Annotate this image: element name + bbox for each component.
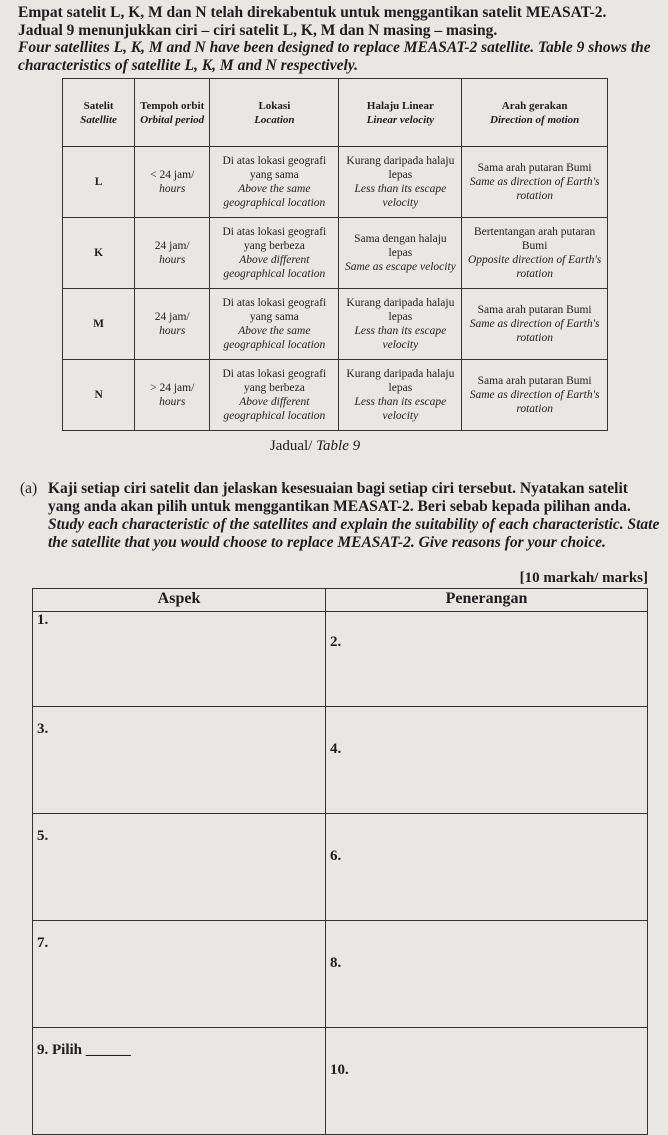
- location-cell: [210, 218, 339, 289]
- intro-line-ms-2: Jadual 9 menunjukkan ciri – ciri satelit L, K, M dan N masing – masing.: [18, 21, 498, 39]
- direction-cell: [462, 147, 608, 218]
- period-en: hours: [159, 396, 186, 408]
- intro-line-en: Four satellites L, K, M and N have been designed to replace MEASAT-2 satellite. Table 9 shows the characteristics of satellite L, K, M and N respectively.: [18, 39, 651, 74]
- answer-row: [33, 707, 648, 814]
- period-ms: > 24 jam/: [150, 382, 195, 394]
- question-text-en: Study each characteristic of the satellites and explain the suitability of each characteristic. State the satellite that you would choose to replace MEASAT-2. Give reasons for your choice.: [48, 516, 660, 551]
- direction-en: Same as direction of Earth's rotation: [469, 176, 600, 202]
- answer-cell-aspek[interactable]: [33, 1028, 326, 1135]
- direction-cell: [462, 360, 608, 431]
- penerangan-label: 10.: [330, 1062, 349, 1078]
- velocity-ms: Sama dengan halaju lepas: [354, 233, 447, 259]
- period-ms: < 24 jam/: [150, 169, 195, 181]
- location-en: Above the same geographical location: [223, 183, 326, 209]
- aspek-label: 3.: [37, 721, 49, 737]
- answer-table: [32, 588, 648, 1135]
- aspek-label: 1.: [37, 612, 49, 628]
- table9-header: [135, 79, 210, 147]
- direction-ms: Sama arah putaran Bumi: [477, 162, 592, 174]
- location-en: Above the same geographical location: [223, 325, 326, 351]
- table9-header: [339, 79, 462, 147]
- direction-ms: Sama arah putaran Bumi: [477, 304, 592, 316]
- period-cell: [135, 147, 210, 218]
- satellite-cell: M: [63, 289, 135, 360]
- velocity-ms: Kurang daripada halaju lepas: [346, 368, 455, 394]
- table9-header: [210, 79, 339, 147]
- velocity-cell: [339, 360, 462, 431]
- velocity-cell: [339, 218, 462, 289]
- direction-en: Opposite direction of Earth's rotation: [467, 254, 602, 280]
- location-cell: [210, 289, 339, 360]
- answer-cell-aspek[interactable]: [33, 612, 326, 707]
- location-cell: [210, 360, 339, 431]
- header-en: Satellite: [80, 113, 117, 126]
- direction-ms: Bertentangan arah putaran Bumi: [473, 226, 596, 252]
- period-ms: 24 jam/: [154, 240, 190, 252]
- aspek-label: 7.: [37, 935, 49, 951]
- table9-header: [63, 79, 135, 147]
- period-cell: [135, 360, 210, 431]
- direction-ms: Sama arah putaran Bumi: [477, 375, 592, 387]
- header-en: Orbital period: [140, 113, 205, 126]
- period-cell: [135, 218, 210, 289]
- header-ms: Lokasi: [258, 99, 291, 112]
- answer-cell-penerangan[interactable]: [326, 814, 648, 921]
- location-ms: Di atas lokasi geografi yang berbeza: [222, 368, 327, 394]
- header-ms: Arah gerakan: [501, 99, 568, 112]
- direction-cell: [462, 218, 608, 289]
- location-en: Above different geographical location: [223, 396, 326, 422]
- period-cell: [135, 289, 210, 360]
- table9-row: [63, 218, 608, 289]
- velocity-cell: [339, 147, 462, 218]
- header-en: Linear velocity: [366, 113, 435, 126]
- velocity-ms: Kurang daripada halaju lepas: [346, 297, 455, 323]
- location-ms: Di atas lokasi geografi yang sama: [222, 155, 327, 181]
- period-en: hours: [159, 183, 186, 195]
- penerangan-label: 2.: [330, 634, 342, 650]
- answer-header-penerangan: Penerangan: [326, 589, 648, 612]
- aspek-label: 9. Pilih ______: [37, 1042, 131, 1058]
- intro-line-ms-1: Empat satelit L, K, M dan N telah direkabentuk untuk menggantikan satelit MEASAT-2.: [18, 4, 607, 21]
- direction-cell: [462, 289, 608, 360]
- header-ms: Tempoh orbit: [140, 99, 205, 112]
- header-ms: Satelit: [83, 99, 114, 112]
- answer-row: [33, 921, 648, 1028]
- satellite-cell: K: [63, 218, 135, 289]
- answer-row: [33, 1028, 648, 1135]
- table-9: [62, 78, 608, 431]
- question-text-ms: Kaji setiap ciri satelit dan jelaskan kesesuaian bagi setiap ciri tersebut. Nyatakan satelit yang anda akan pilih untuk menggantikan MEASAT-2. Beri sebab kepada pilihan anda.: [48, 480, 631, 515]
- satellite-cell: N: [63, 360, 135, 431]
- table9-header: [462, 79, 608, 147]
- answer-cell-penerangan[interactable]: [326, 612, 648, 707]
- marks: [10 markah/ marks]: [519, 570, 648, 586]
- question-label: (a): [20, 480, 38, 497]
- penerangan-label: 8.: [330, 955, 342, 971]
- caption-ms: Jadual/: [269, 438, 317, 454]
- period-en: hours: [159, 325, 186, 337]
- velocity-en: Less than its escape velocity: [354, 396, 447, 422]
- velocity-en: Same as escape velocity: [344, 261, 456, 273]
- velocity-ms: Kurang daripada halaju lepas: [346, 155, 455, 181]
- aspek-label: 5.: [37, 828, 49, 844]
- answer-cell-aspek[interactable]: [33, 921, 326, 1028]
- location-cell: [210, 147, 339, 218]
- header-en: Direction of motion: [490, 113, 580, 126]
- table9-row: [63, 360, 608, 431]
- answer-cell-aspek[interactable]: [33, 814, 326, 921]
- location-ms: Di atas lokasi geografi yang berbeza: [222, 226, 327, 252]
- answer-cell-penerangan[interactable]: [326, 921, 648, 1028]
- table9-row: [63, 289, 608, 360]
- header-ms: Halaju Linear: [366, 99, 434, 112]
- velocity-en: Less than its escape velocity: [354, 183, 447, 209]
- period-en: hours: [159, 254, 186, 266]
- caption-en: Table 9: [316, 438, 361, 454]
- penerangan-label: 4.: [330, 741, 342, 757]
- direction-en: Same as direction of Earth's rotation: [469, 389, 600, 415]
- header-en: Location: [254, 113, 295, 126]
- answer-cell-penerangan[interactable]: [326, 1028, 648, 1135]
- period-ms: 24 jam/: [154, 311, 190, 323]
- question-a: [20, 480, 660, 552]
- table9-row: [63, 147, 608, 218]
- answer-row: [33, 612, 648, 707]
- answer-row: [33, 814, 648, 921]
- velocity-en: Less than its escape velocity: [354, 325, 447, 351]
- intro-text: [18, 4, 668, 74]
- table-caption: [0, 438, 630, 455]
- answer-header-aspek: Aspek: [33, 589, 326, 612]
- penerangan-label: 6.: [330, 848, 342, 864]
- location-ms: Di atas lokasi geografi yang sama: [222, 297, 327, 323]
- satellite-cell: L: [63, 147, 135, 218]
- direction-en: Same as direction of Earth's rotation: [469, 318, 600, 344]
- velocity-cell: [339, 289, 462, 360]
- answer-cell-aspek[interactable]: [33, 707, 326, 814]
- location-en: Above different geographical location: [223, 254, 326, 280]
- answer-cell-penerangan[interactable]: [326, 707, 648, 814]
